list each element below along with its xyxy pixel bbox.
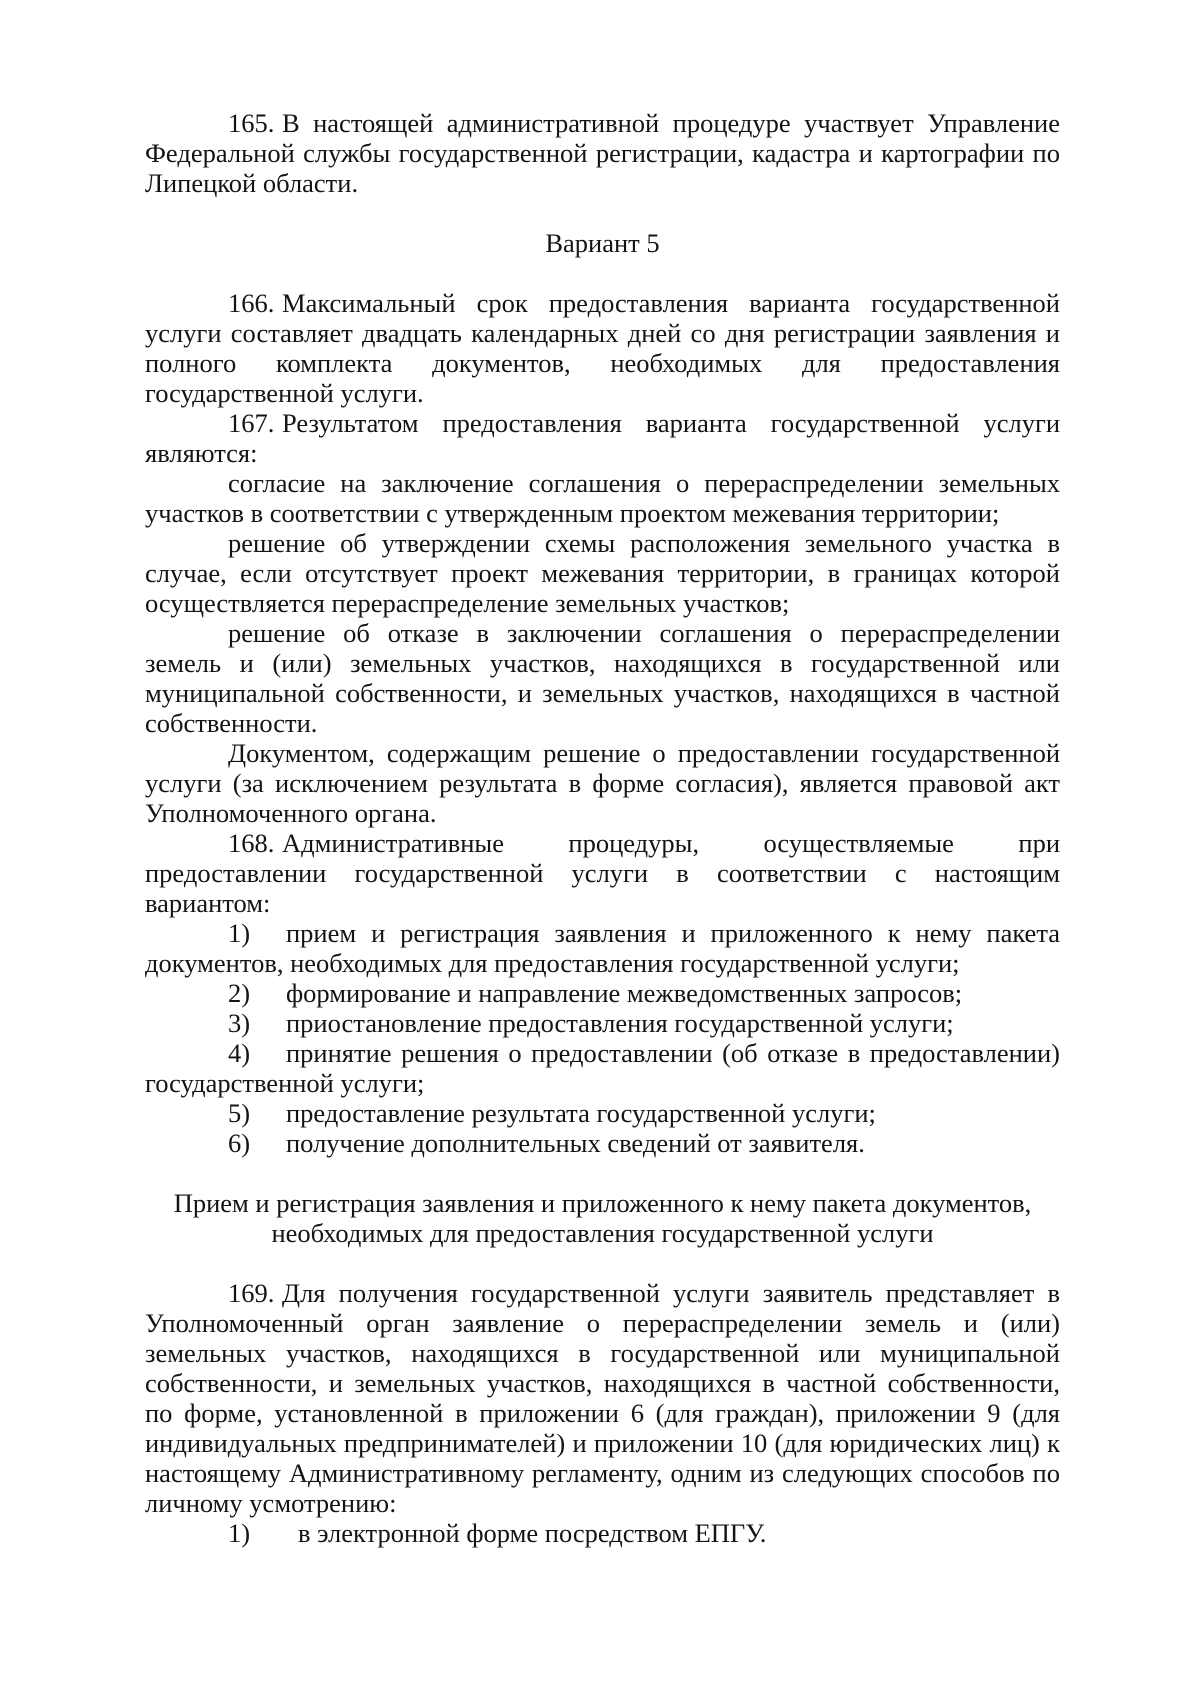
section-heading-line-1: Прием и регистрация заявления и приложенного к нему пакета документов, bbox=[173, 1188, 1032, 1218]
paragraph-text: Результатом предоставления варианта государственной услуги являются: bbox=[145, 408, 1060, 468]
paragraph-number: 167. bbox=[228, 408, 275, 438]
list-item-text: формирование и направление межведомственных запросов; bbox=[286, 978, 963, 1008]
paragraph-text: Административные процедуры, осуществляемые при предоставлении государственной услуги в соответствии с настоящим вариантом: bbox=[145, 828, 1060, 918]
document-page bbox=[145, 108, 1060, 1548]
list-item-text: получение дополнительных сведений от заявителя. bbox=[286, 1128, 865, 1158]
list-marker: 5) bbox=[228, 1098, 251, 1128]
list-item-text: в электронной форме посредством ЕПГУ. bbox=[298, 1518, 767, 1548]
heading-variant: Вариант 5 bbox=[545, 228, 660, 258]
paragraph-169 bbox=[145, 1278, 1060, 1518]
list-item-text: приостановление предоставления государственной услуги; bbox=[286, 1008, 954, 1038]
list-item-text: предоставление результата государственной услуги; bbox=[286, 1098, 876, 1128]
paragraph-text: Максимальный срок предоставления варианта государственной услуги составляет двадцать календарных дней со дня регистрации заявления и полного комплекта документов, необходимых для предоставления государственной услуги. bbox=[145, 288, 1060, 408]
list-marker: 6) bbox=[228, 1128, 251, 1158]
list-item bbox=[145, 1518, 1060, 1548]
paragraph-text: Для получения государственной услуги заявитель представляет в Уполномоченный орган заявление о перераспределении земель и (или) земельных участков, находящихся в государственной или муниципальной собственности, и земельных участков, находящихся в частной собственности, по форме, установленной в приложении 6 (для граждан), приложении 9 (для индивидуальных предпринимателей) и приложении 10 (для юридических лиц) к настоящему Административному регламенту, одним из следующих способов по личному усмотрению: bbox=[145, 1278, 1060, 1518]
list-item bbox=[145, 1038, 1060, 1098]
list-marker: 2) bbox=[228, 978, 251, 1008]
list-item bbox=[145, 1128, 1060, 1158]
section-heading bbox=[145, 1188, 1060, 1248]
paragraph-number: 168. bbox=[228, 828, 275, 858]
list-item-text: принятие решения о предоставлении (об отказе в предоставлении) государственной услуги; bbox=[145, 1038, 1060, 1098]
paragraph-text: В настоящей административной процедуре участвует Управление Федеральной службы государственной регистрации, кадастра и картографии по Липецкой области. bbox=[145, 108, 1060, 198]
paragraph-166 bbox=[145, 288, 1060, 408]
list-item bbox=[145, 1098, 1060, 1128]
paragraph-167-document: Документом, содержащим решение о предоставлении государственной услуги (за исключением результата в форме согласия), является правовой акт Уполномоченного органа. bbox=[145, 738, 1060, 828]
list-marker: 4) bbox=[228, 1038, 251, 1068]
paragraph-165 bbox=[145, 108, 1060, 198]
list-marker: 1) bbox=[228, 1518, 251, 1548]
list-marker: 1) bbox=[228, 918, 251, 948]
list-item bbox=[145, 1008, 1060, 1038]
list-item-text: прием и регистрация заявления и приложенного к нему пакета документов, необходимых для предоставления государственной услуги; bbox=[145, 918, 1060, 978]
paragraph-167-item-b: решение об утверждении схемы расположения земельного участка в случае, если отсутствует проект межевания территории, в границах которой осуществляется перераспределение земельных участков; bbox=[145, 528, 1060, 618]
paragraph-168 bbox=[145, 828, 1060, 918]
paragraph-167-item-a: согласие на заключение соглашения о перераспределении земельных участков в соответствии с утвержденным проектом межевания территории; bbox=[145, 468, 1060, 528]
list-item bbox=[145, 918, 1060, 978]
paragraph-number: 169. bbox=[228, 1278, 275, 1308]
paragraph-number: 165. bbox=[228, 108, 275, 138]
paragraph-167 bbox=[145, 408, 1060, 468]
list-item bbox=[145, 978, 1060, 1008]
paragraph-167-item-c: решение об отказе в заключении соглашения о перераспределении земель и (или) земельных участков, находящихся в государственной или муниципальной собственности, и земельных участков, находящихся в частной собственности. bbox=[145, 618, 1060, 738]
paragraph-number: 166. bbox=[228, 288, 275, 318]
list-marker: 3) bbox=[228, 1008, 251, 1038]
section-heading-line-2: необходимых для предоставления государственной услуги bbox=[271, 1218, 934, 1248]
